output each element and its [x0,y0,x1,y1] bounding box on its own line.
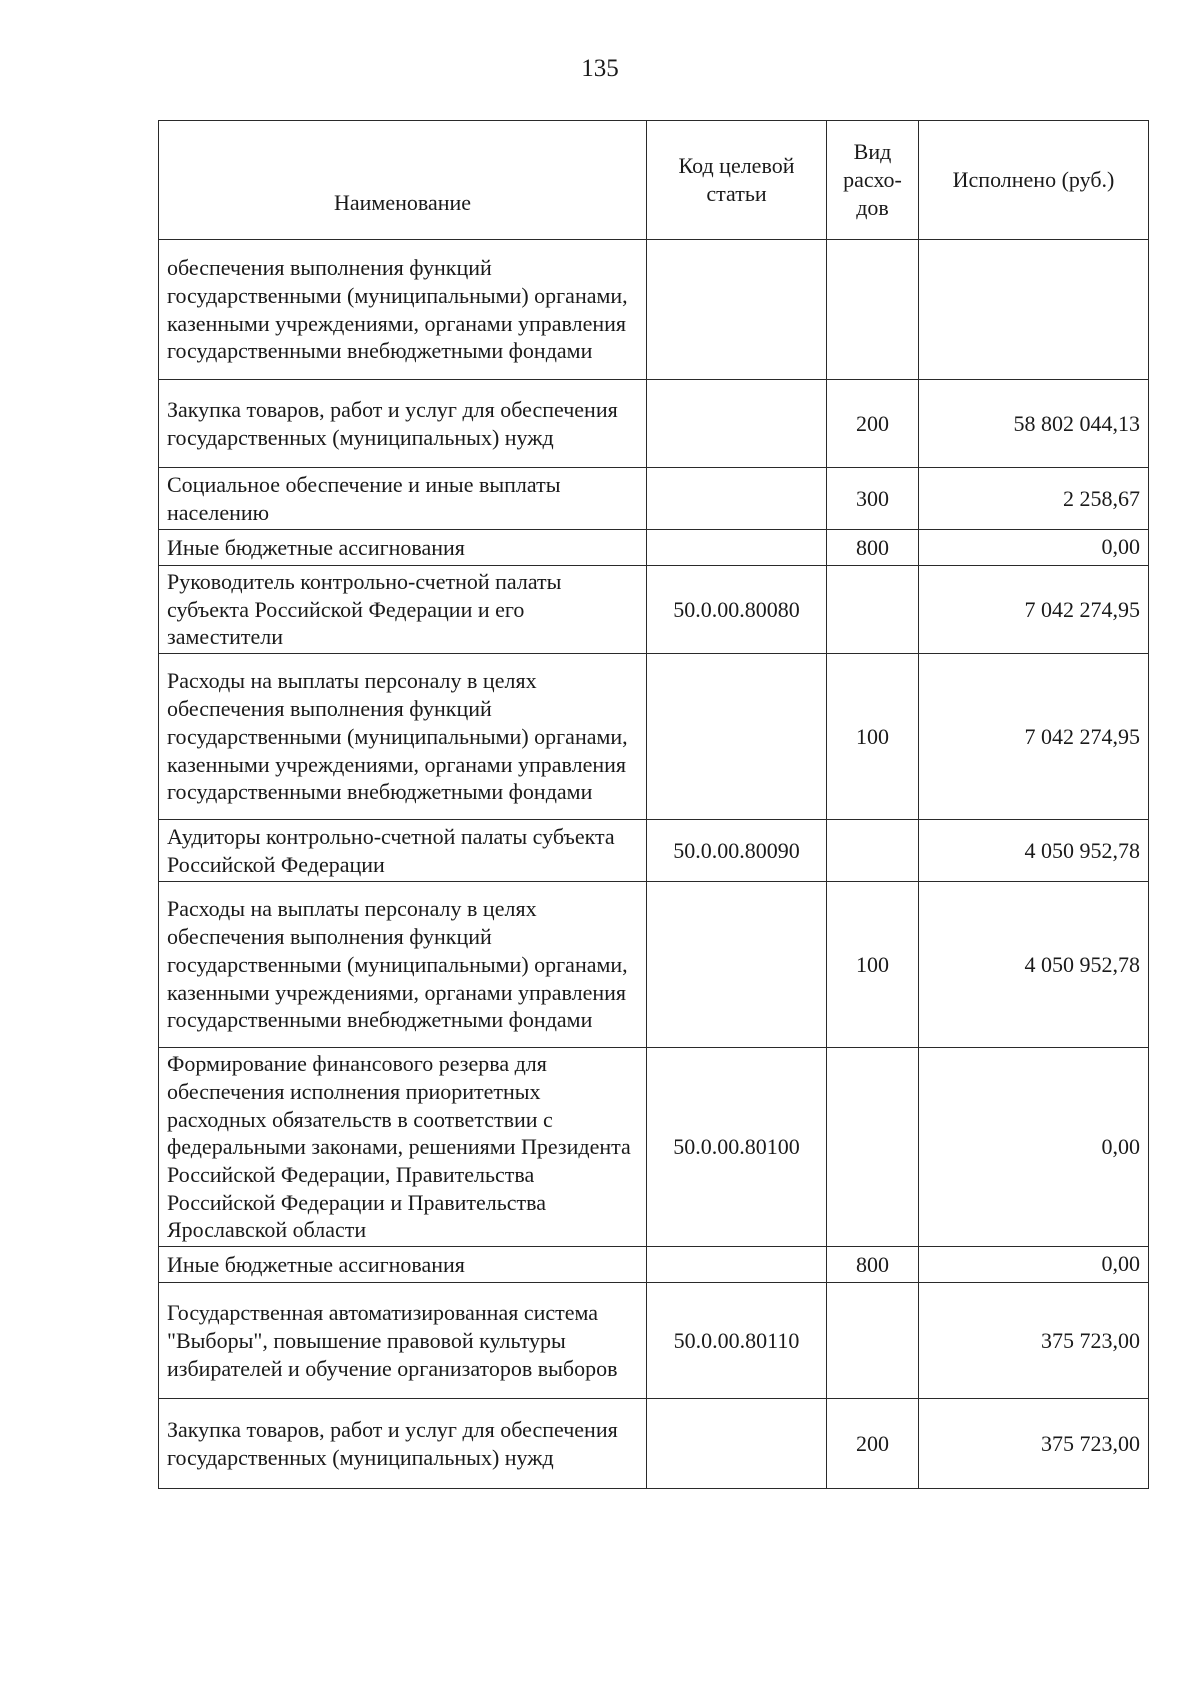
row-name: обеспечения выполнения функций государственными (муниципальными) органами, казенными учреждениями, органами управления государственными внебюджетными фондами [159,240,647,380]
table-row [159,566,1149,654]
table-row [159,1283,1149,1399]
row-amount: 4 050 952,78 [919,820,1149,882]
table-header-row [159,121,1149,240]
row-amount: 0,00 [919,1247,1149,1283]
row-name: Закупка товаров, работ и услуг для обеспечения государственных (муниципальных) нужд [159,380,647,468]
row-kind [827,820,919,882]
row-code [647,1399,827,1489]
row-code: 50.0.00.80090 [647,820,827,882]
table-row [159,820,1149,882]
row-kind: 200 [827,380,919,468]
row-code [647,1247,827,1283]
table-row [159,1048,1149,1247]
row-amount: 7 042 274,95 [919,654,1149,820]
row-amount [919,240,1149,380]
row-amount: 7 042 274,95 [919,566,1149,654]
row-amount: 375 723,00 [919,1399,1149,1489]
row-kind [827,1048,919,1247]
row-kind: 100 [827,882,919,1048]
row-amount: 0,00 [919,1048,1149,1247]
row-code: 50.0.00.80080 [647,566,827,654]
row-kind: 300 [827,468,919,530]
header-name: Наименование [159,121,647,240]
row-amount: 0,00 [919,530,1149,566]
row-name: Расходы на выплаты персоналу в целях обеспечения выполнения функций государственными (муниципальными) органами, казенными учреждениями, органами управления государственными внебюджетными фондами [159,882,647,1048]
table-row [159,530,1149,566]
row-name: Иные бюджетные ассигнования [159,1247,647,1283]
row-name: Расходы на выплаты персоналу в целях обеспечения выполнения функций государственными (муниципальными) органами, казенными учреждениями, органами управления государственными внебюджетными фондами [159,654,647,820]
row-code: 50.0.00.80100 [647,1048,827,1247]
row-code [647,240,827,380]
table-row [159,1399,1149,1489]
table-row [159,654,1149,820]
table-row [159,240,1149,380]
row-kind: 800 [827,530,919,566]
row-code [647,882,827,1048]
row-name: Закупка товаров, работ и услуг для обеспечения государственных (муниципальных) нужд [159,1399,647,1489]
row-code [647,530,827,566]
row-kind: 200 [827,1399,919,1489]
header-kind: Вид расхо-дов [827,121,919,240]
row-amount: 2 258,67 [919,468,1149,530]
row-amount: 4 050 952,78 [919,882,1149,1048]
row-kind [827,566,919,654]
budget-table [158,120,1149,1489]
row-code [647,380,827,468]
header-amount: Исполнено (руб.) [919,121,1149,240]
row-name: Социальное обеспечение и иные выплаты населению [159,468,647,530]
table-row [159,882,1149,1048]
header-code: Код целевой статьи [647,121,827,240]
row-kind [827,240,919,380]
table-row [159,380,1149,468]
row-name: Аудиторы контрольно-счетной палаты субъекта Российской Федерации [159,820,647,882]
row-name: Формирование финансового резерва для обеспечения исполнения приоритетных расходных обязательств в соответствии с федеральными законами, решениями Президента Российской Федерации, Правительства Российской Федерации и Правительства Ярославской области [159,1048,647,1247]
row-kind: 100 [827,654,919,820]
table-row [159,468,1149,530]
row-code [647,468,827,530]
row-code [647,654,827,820]
row-code: 50.0.00.80110 [647,1283,827,1399]
row-amount: 375 723,00 [919,1283,1149,1399]
page-number: 135 [581,55,619,82]
table-row [159,1247,1149,1283]
row-amount: 58 802 044,13 [919,380,1149,468]
row-kind [827,1283,919,1399]
row-name: Руководитель контрольно-счетной палаты субъекта Российской Федерации и его заместители [159,566,647,654]
row-kind: 800 [827,1247,919,1283]
row-name: Иные бюджетные ассигнования [159,530,647,566]
row-name: Государственная автоматизированная система "Выборы", повышение правовой культуры избирателей и обучение организаторов выборов [159,1283,647,1399]
